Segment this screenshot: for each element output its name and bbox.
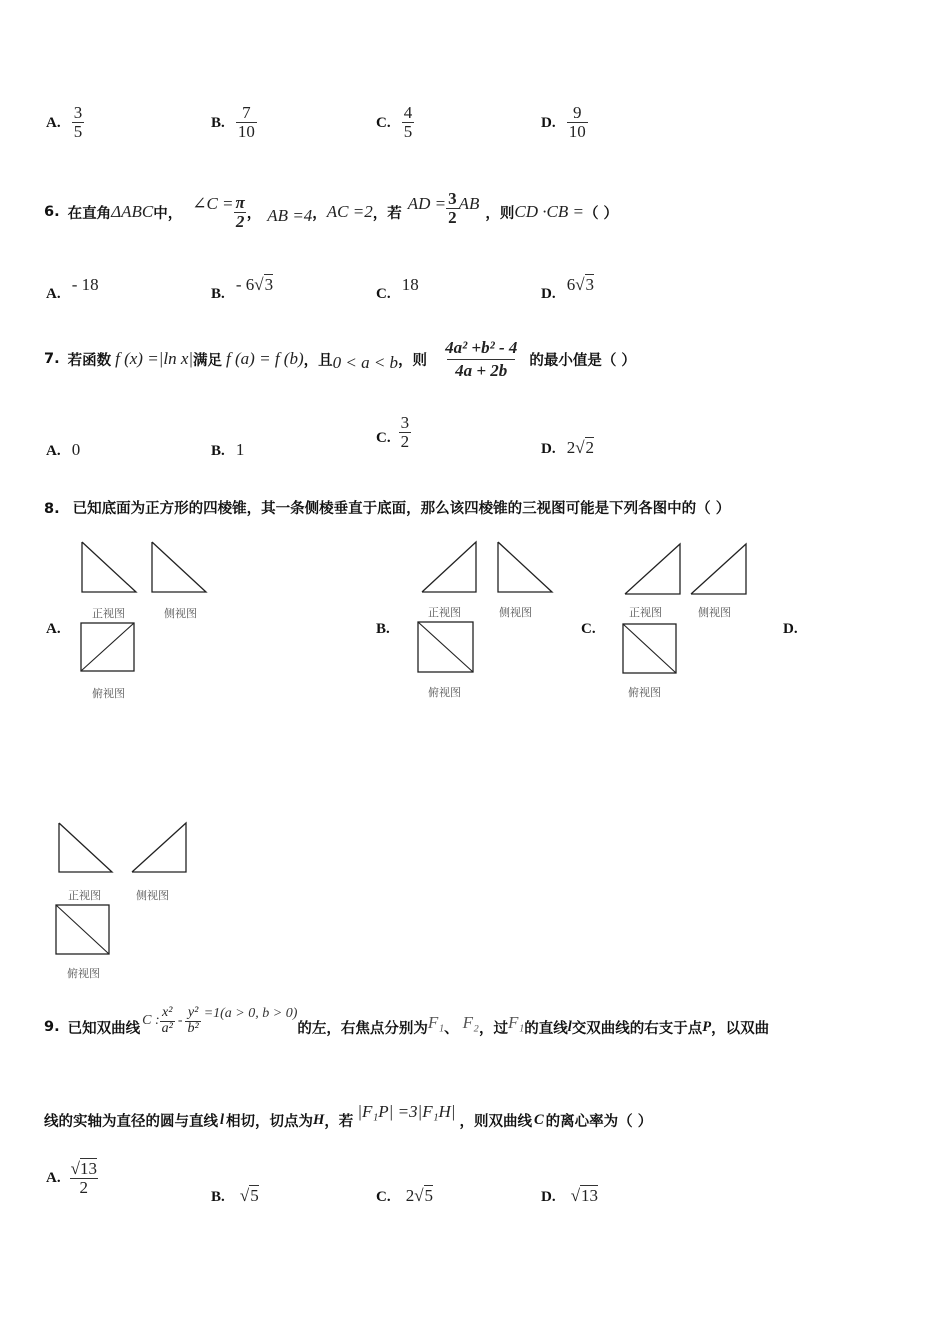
q8-a-top-view: [78, 620, 138, 675]
option-letter: D.: [541, 1189, 556, 1205]
side-view-label: 侧视图: [164, 607, 197, 620]
q9-option-b[interactable]: [211, 1186, 259, 1206]
hyperbola-equation: C : $\frac{\text{x²}}{\text{a²}}$ - $\frac{\text{y²}}{\text{b²}}$ =1(a > 0, b > 0): [142, 1004, 298, 1036]
q6-option-d[interactable]: [541, 275, 595, 302]
front-view-label: 正视图: [68, 889, 101, 902]
q5-option-c[interactable]: [376, 104, 414, 141]
question-9-line-2: [44, 1098, 652, 1142]
option-letter: A.: [46, 286, 61, 302]
option-letter: C.: [376, 114, 391, 131]
q8-b-front-side-views: [418, 540, 558, 600]
option-letter: B.: [211, 443, 225, 459]
punct: ，: [312, 205, 327, 222]
question-number: 6.: [44, 204, 60, 220]
option-letter: A.: [46, 443, 61, 459]
top-view-label: 俯视图: [67, 967, 100, 980]
q8-c-front-side-views: [620, 541, 750, 601]
front-view-label: 正视图: [629, 606, 662, 619]
answer-blank: （ ）: [583, 205, 619, 222]
math-ac: AC =2: [326, 202, 373, 221]
question-text: ，若: [324, 1113, 354, 1130]
q9-option-d[interactable]: [541, 1186, 598, 1206]
math-f1: F₁: [507, 1013, 525, 1032]
question-number: 9.: [44, 1019, 60, 1035]
q8-d-top-view: [53, 902, 113, 958]
q8-c-top-view: [620, 621, 680, 677]
math-inequality: 0 < a < b: [332, 353, 399, 372]
option-value: - 18: [71, 275, 99, 294]
q6-option-b[interactable]: [211, 275, 274, 302]
option-letter: C.: [376, 286, 391, 302]
option-letter: C.: [581, 621, 596, 637]
option-letter: B.: [211, 114, 225, 131]
question-text: 相切，切点为: [226, 1113, 314, 1130]
q6-option-c[interactable]: [376, 275, 419, 302]
sqrt-expression: - 6√3: [235, 275, 274, 294]
fraction: $\frac{3}{5}$: [73, 103, 83, 141]
fraction: $\frac{\pi}{2}$: [235, 192, 245, 231]
question-text: 若函数: [67, 352, 112, 369]
option-value: 1: [235, 440, 245, 459]
question-number: 8.: [44, 501, 60, 517]
q5-option-d[interactable]: [541, 104, 588, 141]
q7-option-d[interactable]: [541, 438, 594, 458]
q8-a-front-side-views: [78, 540, 213, 600]
math-ab: AB: [458, 194, 480, 213]
question-text: 的左，右焦点分别为: [297, 1020, 428, 1037]
question-text: 已知双曲线: [67, 1020, 141, 1037]
punct: 、: [444, 1020, 459, 1037]
q8-option-a[interactable]: [46, 618, 61, 638]
fraction: $\frac{9}{10}$: [568, 103, 586, 141]
question-text: ，则双曲线: [459, 1113, 532, 1130]
question-text: ，则: [398, 352, 428, 369]
question-text: 在直角: [67, 205, 112, 222]
punct: ，: [246, 205, 262, 222]
option-letter: C.: [376, 1189, 391, 1205]
option-letter: D.: [541, 286, 556, 302]
math-dot-product: CD ·CB =: [514, 202, 584, 221]
front-view-label: 正视图: [428, 606, 461, 619]
question-9-line-1: [44, 1002, 769, 1052]
top-view-label: 俯视图: [628, 686, 661, 699]
math-f2: F₂: [462, 1013, 479, 1032]
math-function: f (x) =|ln x|: [115, 349, 194, 368]
option-value: 0: [71, 440, 81, 459]
sqrt-expression: √13: [570, 1186, 599, 1205]
question-8: [44, 497, 730, 518]
question-6: [44, 190, 618, 234]
option-letter: B.: [211, 286, 225, 302]
fraction: $\frac{3}{2}$: [400, 413, 410, 451]
question-text: 已知底面为正方形的四棱锥，其一条侧棱垂直于底面，那么该四棱锥的三视图可能是下列各图中的（ ）: [72, 501, 731, 517]
question-text: ，过: [478, 1020, 508, 1037]
sqrt-expression: 6√3: [566, 275, 595, 294]
math-h: H: [313, 1111, 325, 1128]
q8-option-c[interactable]: [581, 618, 596, 638]
fraction: $\frac{√13}{2}$: [70, 1159, 97, 1197]
question-text: 线的实轴为直径的圆与直线: [44, 1113, 218, 1130]
option-letter: C.: [376, 429, 391, 446]
q8-option-b[interactable]: [376, 618, 390, 638]
question-text: ，以双曲: [711, 1020, 770, 1037]
math-condition: f (a) = f (b): [226, 349, 304, 368]
question-number: 7.: [44, 351, 60, 367]
question-text: 的直线: [524, 1020, 568, 1037]
math-f1: F₁: [427, 1013, 445, 1032]
q9-option-a[interactable]: [46, 1160, 99, 1197]
q6-option-a[interactable]: [46, 275, 99, 302]
math-angle: ∠C =: [192, 194, 234, 213]
question-text: 的最小值是（ ）: [529, 352, 636, 369]
front-view-label: 正视图: [92, 607, 125, 620]
math-condition: |F₁P| =3|F₁H|: [357, 1102, 456, 1121]
question-text: 中，: [153, 205, 183, 222]
question-7: [44, 332, 636, 386]
sqrt-expression: 2√2: [566, 438, 595, 457]
top-view-label: 俯视图: [428, 686, 461, 699]
math-c: C: [533, 1111, 544, 1128]
q8-d-front-side-views: [54, 820, 194, 880]
fraction: $\frac{4}{5}$: [403, 103, 413, 141]
question-text: ，则: [485, 205, 515, 222]
side-view-label: 侧视图: [698, 606, 731, 619]
q8-b-top-view: [415, 619, 477, 675]
option-value: 18: [401, 275, 419, 294]
option-letter: A.: [46, 114, 61, 131]
option-letter: B.: [376, 621, 390, 637]
question-text: ，若: [372, 205, 402, 222]
q9-option-c[interactable]: [376, 1186, 433, 1206]
math-l: l: [567, 1018, 572, 1035]
side-view-label: 侧视图: [499, 606, 532, 619]
q7-option-a[interactable]: [46, 440, 80, 460]
question-text: 交双曲线的右支于点: [571, 1020, 703, 1037]
side-view-label: 侧视图: [136, 889, 169, 902]
option-letter: D.: [541, 441, 556, 457]
q8-option-d[interactable]: [783, 618, 798, 638]
fraction: $\frac{3}{2}$: [448, 188, 457, 227]
top-view-label: 俯视图: [92, 687, 125, 700]
math-p: P: [702, 1018, 712, 1035]
question-text: 的离心率为（ ）: [545, 1113, 653, 1130]
math-ad: AD =: [407, 194, 447, 213]
option-letter: A.: [46, 1169, 61, 1186]
option-letter: D.: [541, 114, 556, 131]
question-text: ，且: [303, 352, 333, 369]
sqrt-expression: 2√5: [405, 1186, 434, 1205]
option-letter: A.: [46, 621, 61, 637]
option-letter: B.: [211, 1189, 225, 1205]
q7-option-b[interactable]: [211, 440, 244, 460]
option-letter: D.: [783, 621, 798, 637]
math-ab: AB =4: [267, 206, 313, 225]
sqrt-expression: √5: [239, 1186, 259, 1205]
q5-option-a[interactable]: [46, 104, 84, 141]
q5-option-b[interactable]: [211, 104, 257, 141]
fraction: $\frac{7}{10}$: [237, 103, 255, 141]
fraction: $\frac{\text{4a² +b² - 4}}{4a + 2b}$: [445, 337, 518, 380]
q7-option-c[interactable]: [376, 414, 411, 451]
math-triangle: ΔABC: [111, 202, 154, 221]
math-l: l: [220, 1111, 225, 1128]
question-text: 满足: [193, 352, 223, 369]
